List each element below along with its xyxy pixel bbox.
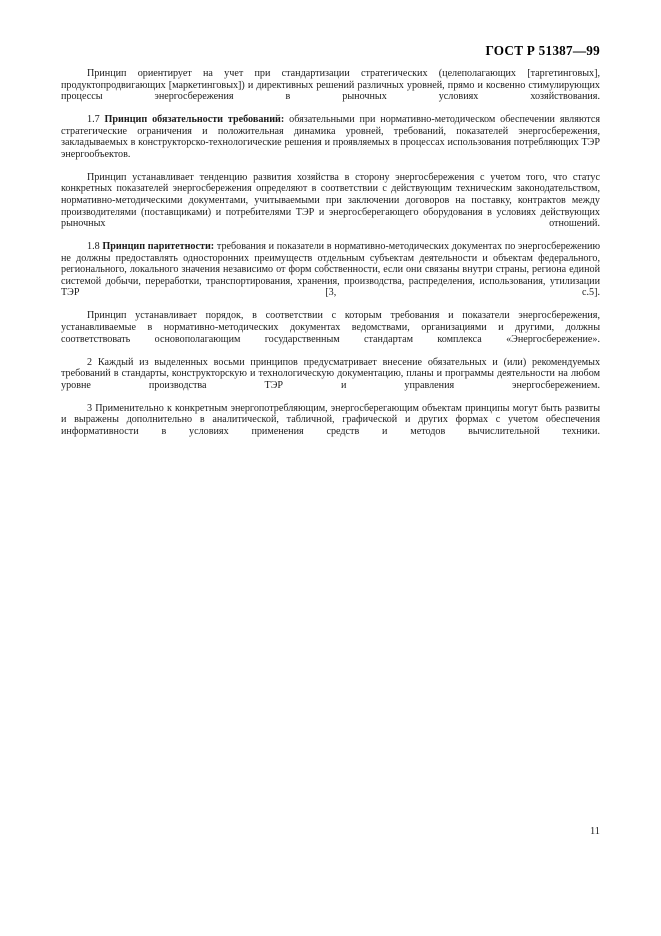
clause-number: 3 (87, 402, 96, 414)
clause-title: Принцип обязательности требований: (104, 114, 285, 126)
paragraph-text: Применительно к конкретным энергопотребляющим, энергосберегающим объектам принципы могут быть развиты и выражены дополнительно в аналитической, табличной, графической и других формах с учетом обеспечения информативности в условиях применения средств и методов вычислительной техники. (61, 402, 600, 437)
paragraph-text: Принцип ориентирует на учет при стандартизации стратегических (целеполагающих [таргетинговых], продуктопродвигающих [маркетинговых]) и директивных решений различных уровней, прямо и косвенно стимулирующих процессы энергосбережения в рыночных условиях хозяйствования. (61, 68, 600, 103)
paragraph-note-2 (61, 357, 600, 403)
paragraph-clause-1-7 (61, 114, 600, 172)
clause-number: 2 (87, 356, 98, 368)
paragraph-clause-1-8 (61, 241, 600, 310)
paragraph-text: Каждый из выделенных восьми принципов предусматривает внесение обязательных и (или) рекомендуемых требований в стандарты, конструкторскую и технологическую документацию, планы и программы деятельности на любом уровне производства ТЭР и управления энергосбережением. (61, 356, 601, 391)
paragraph-text: требования и показатели в нормативно-методических документах по энергосбережению не должны предоставлять односторонних преимуществ отдельным субъектам деятельности и объектам федерального, регионального, локального значения независимо от форм собственности, если они связаны внутри страны, региона единой системой добычи, переработки, транспортирования, хранения, производства, распределения, использования, утилизации ТЭР [3, с.5]. (61, 241, 601, 299)
paragraph-clause-1-8-note (61, 310, 600, 356)
paragraph-note-3 (61, 403, 600, 449)
body-text-column (61, 68, 600, 449)
paragraph-text: обязательными при нормативно-методическом обеспечении являются стратегические ограничения и положительная динамика уровней, требований, показателей энергосбережения, закладываемых в конструкторско-технологические решения и проявляемых в процессах использования потребляющих ТЭР энергообъектов. (61, 114, 600, 160)
running-head-standard-number: ГОСТ Р 51387—99 (485, 43, 600, 58)
clause-number: 1.7 (87, 114, 105, 126)
clause-number: 1.8 (87, 241, 103, 253)
paragraph-text: Принцип устанавливает тенденцию развития хозяйства в сторону энергосбережения с учетом того, что статус конкретных показателей энергосбережения определяют в соответствии с действующим техническим законодательством, нормативно-методическими документами, учитываемыми при заключении договоров на поставку, контрактов между производителями (поставщиками) и потребителями ТЭР и энергосберегающего оборудования в условиях действующих рыночных отношений. (61, 171, 600, 230)
paragraph-clause-1-7-note (61, 172, 600, 241)
paragraph-principle-orientation (61, 68, 600, 114)
clause-title: Принцип паритетности: (102, 241, 215, 253)
page-number: 11 (589, 826, 600, 837)
paragraph-text: Принцип устанавливает порядок, в соответствии с которым требования и показатели энергосбережения, устанавливаемые в нормативно-методических документах ведомствами, организациями и другими, должны соответствовать основополагающим государственным стандартам комплекса «Энергосбережение». (61, 310, 600, 345)
